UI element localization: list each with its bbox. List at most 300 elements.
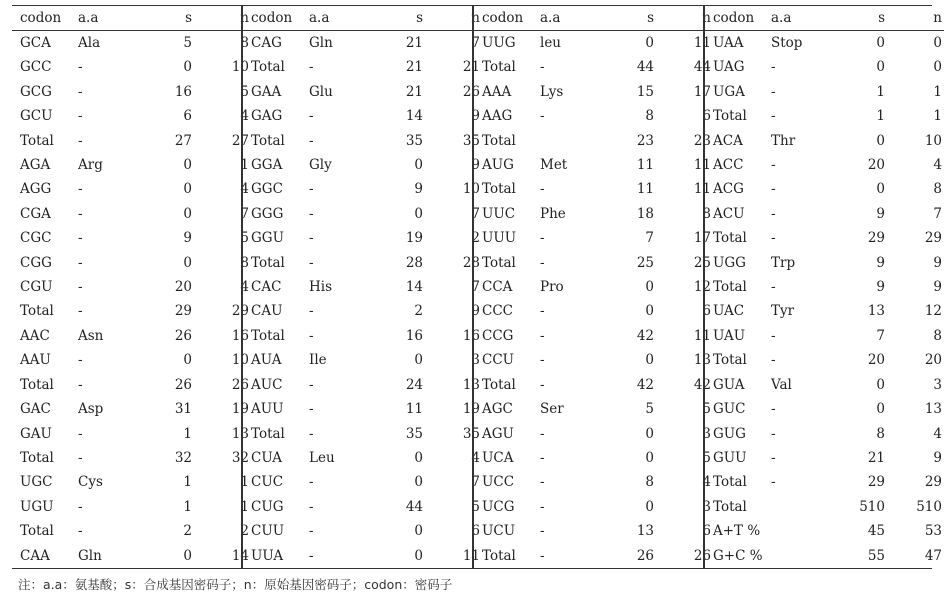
cell-aa: Cys: [78, 474, 103, 491]
cell-codon: Total: [482, 254, 516, 271]
cell-aa: Pro: [540, 279, 564, 296]
cell-s: 15: [636, 83, 654, 100]
cell-s: 6: [183, 108, 192, 125]
table-row: [12, 299, 261, 323]
cell-s: 1: [876, 108, 885, 125]
cell-aa: -: [540, 59, 545, 76]
cell-codon: UUC: [482, 205, 516, 222]
cell-codon: CCA: [482, 279, 513, 296]
cell-s: 26: [174, 327, 192, 344]
cell-codon: AUU: [251, 401, 284, 418]
table-row: [474, 495, 723, 519]
cell-s: 0: [183, 205, 192, 222]
cell-s: 14: [405, 279, 423, 296]
codon-table-frame: [12, 5, 942, 569]
cell-s: 0: [414, 523, 423, 540]
table-row: [705, 177, 944, 201]
table-row: [12, 202, 261, 226]
cell-s: 0: [414, 449, 423, 466]
cell-aa: -: [540, 181, 545, 198]
cell-aa: -: [309, 254, 314, 271]
cell-n: 3: [933, 376, 942, 393]
cell-aa: Tyr: [771, 303, 795, 320]
cell-aa: -: [309, 181, 314, 198]
cell-s: 510: [859, 498, 885, 515]
cell-aa: -: [771, 279, 776, 296]
cell-n: 8: [240, 254, 249, 271]
cell-n: 29: [924, 230, 942, 247]
cell-s: 0: [645, 498, 654, 515]
cell-codon: CAC: [251, 279, 282, 296]
cell-aa: Met: [540, 157, 568, 174]
cell-aa: -: [540, 327, 545, 344]
table-row: [243, 470, 492, 494]
cell-codon: ACU: [713, 205, 745, 222]
column-header-n: n: [885, 6, 944, 31]
cell-aa: -: [309, 327, 314, 344]
cell-n: 5: [702, 449, 711, 466]
cell-aa: -: [771, 449, 776, 466]
cell-aa: Gln: [309, 35, 333, 51]
cell-codon: GGU: [251, 230, 284, 247]
column-header-s: s: [602, 6, 654, 31]
cell-aa: Stop: [771, 35, 803, 51]
cell-aa: -: [309, 401, 314, 418]
cell-codon: AGG: [20, 181, 52, 198]
cell-aa: -: [540, 108, 545, 125]
cell-n: 4: [702, 474, 711, 491]
cell-n: 14: [231, 547, 249, 564]
table-row: [474, 519, 723, 543]
cell-codon: AGC: [482, 401, 513, 418]
table-row: [474, 299, 723, 323]
cell-n: 3: [702, 498, 711, 515]
cell-s: 0: [183, 547, 192, 564]
cell-n: 11: [693, 157, 711, 174]
column-header-codon: codon: [243, 6, 309, 31]
cell-codon: AUC: [251, 376, 283, 393]
table-row: [705, 373, 944, 397]
codon-table-4: [705, 6, 944, 568]
cell-codon: Total: [482, 59, 516, 76]
cell-aa: -: [309, 474, 314, 491]
cell-codon: CGG: [20, 254, 52, 271]
cell-s: 35: [405, 132, 423, 149]
table-row: [705, 80, 944, 104]
cell-n: 8: [933, 181, 942, 198]
cell-codon: Total: [251, 59, 285, 76]
cell-n: 10: [231, 352, 249, 369]
table-row: [474, 202, 723, 226]
cell-n: 53: [924, 523, 942, 540]
cell-s: 21: [867, 449, 885, 466]
cell-aa: -: [771, 205, 776, 222]
cell-aa: -: [309, 132, 314, 149]
cell-s: 8: [645, 108, 654, 125]
cell-aa: -: [309, 205, 314, 222]
cell-n: 1: [240, 474, 249, 491]
cell-n: 19: [231, 401, 249, 418]
cell-aa: -: [78, 303, 83, 320]
table-row: [12, 226, 261, 250]
table-row: [474, 31, 723, 56]
cell-s: 0: [876, 401, 885, 418]
cell-n: 21: [462, 59, 480, 76]
cell-s: 0: [414, 547, 423, 564]
table-row: [243, 129, 492, 153]
cell-n: 12: [693, 279, 711, 296]
cell-codon: Total: [251, 254, 285, 271]
cell-aa: -: [771, 181, 776, 198]
cell-codon: CGC: [20, 230, 52, 247]
cell-n: 1: [240, 157, 249, 174]
cell-codon: UGU: [20, 498, 54, 515]
cell-s: 18: [636, 205, 654, 222]
cell-s: 0: [876, 376, 885, 393]
table-row: [243, 275, 492, 299]
cell-aa: -: [78, 132, 83, 149]
cell-s: 1: [876, 83, 885, 100]
cell-aa: Ser: [540, 401, 564, 418]
cell-s: 20: [867, 157, 885, 174]
cell-codon: GCG: [20, 83, 52, 100]
cell-aa: [771, 544, 833, 568]
cell-codon: ACA: [713, 132, 743, 149]
table-row: [474, 422, 723, 446]
cell-codon: AGA: [20, 157, 51, 174]
cell-s: 27: [174, 132, 192, 149]
cell-aa: Asp: [78, 401, 104, 418]
table-row: [705, 470, 944, 494]
table-row: [705, 348, 944, 372]
table-row: [12, 129, 261, 153]
cell-n: 1: [240, 498, 249, 515]
cell-s: 42: [636, 376, 654, 393]
cell-n: 1: [933, 83, 942, 100]
table-row: [474, 275, 723, 299]
cell-s: 42: [636, 327, 654, 344]
cell-s: 0: [414, 352, 423, 369]
cell-codon: CUA: [251, 449, 283, 466]
cell-aa: [771, 495, 833, 519]
cell-aa: -: [540, 449, 545, 466]
cell-aa: -: [309, 108, 314, 125]
cell-s: 8: [645, 474, 654, 491]
cell-n: 23: [693, 132, 711, 149]
table-row: [705, 251, 944, 275]
cell-s: 16: [405, 327, 423, 344]
cell-codon: AUG: [482, 157, 514, 174]
cell-n: 8: [240, 35, 249, 51]
cell-s: 11: [636, 157, 654, 174]
cell-n: 13: [462, 376, 480, 393]
cell-aa: -: [540, 425, 545, 442]
cell-s: 44: [636, 59, 654, 76]
cell-s: 0: [645, 279, 654, 296]
cell-s: 1: [183, 498, 192, 515]
header-row: [474, 6, 723, 31]
cell-aa: -: [771, 425, 776, 442]
cell-codon: Total: [482, 547, 516, 564]
cell-s: 0: [414, 474, 423, 491]
cell-aa: [540, 129, 602, 153]
cell-aa: Arg: [78, 157, 103, 174]
cell-codon: AAA: [482, 83, 512, 100]
table-row: [705, 422, 944, 446]
cell-aa: -: [309, 547, 314, 564]
cell-n: 28: [462, 254, 480, 271]
table-row: [474, 470, 723, 494]
cell-s: 31: [174, 401, 192, 418]
cell-n: 35: [462, 425, 480, 442]
header-row: [243, 6, 492, 31]
cell-codon: CAA: [20, 547, 50, 564]
table-row: [474, 104, 723, 128]
cell-n: 6: [702, 108, 711, 125]
table-row: [243, 177, 492, 201]
cell-s: 5: [183, 35, 192, 51]
cell-s: 9: [876, 205, 885, 222]
column-header-codon: codon: [705, 6, 771, 31]
cell-codon: CAU: [251, 303, 283, 320]
cell-n: 9: [933, 279, 942, 296]
cell-s: 1: [183, 425, 192, 442]
cell-codon: UCC: [482, 474, 515, 491]
cell-codon: GAU: [20, 425, 52, 442]
cell-codon: CGU: [20, 279, 53, 296]
table-row: [12, 177, 261, 201]
cell-codon: Total: [482, 132, 516, 149]
cell-n: 19: [462, 401, 480, 418]
cell-aa: -: [309, 59, 314, 76]
table-row: [243, 397, 492, 421]
codon-block-2: [243, 6, 480, 568]
table-row: [474, 373, 723, 397]
cell-aa: -: [771, 230, 776, 247]
cell-aa: -: [309, 425, 314, 442]
cell-aa: [771, 519, 833, 543]
cell-n: 6: [471, 523, 480, 540]
cell-codon: UCG: [482, 498, 515, 515]
cell-s: 35: [405, 425, 423, 442]
table-row: [243, 373, 492, 397]
cell-n: 26: [693, 547, 711, 564]
cell-aa: -: [540, 498, 545, 515]
cell-n: 4: [240, 108, 249, 125]
cell-n: 0: [933, 35, 942, 51]
cell-s: 0: [645, 449, 654, 466]
table-row: [243, 202, 492, 226]
codon-block-4: [705, 6, 942, 568]
cell-codon: AGU: [482, 425, 514, 442]
cell-aa: -: [540, 352, 545, 369]
cell-n: 10: [231, 59, 249, 76]
cell-codon: CCG: [482, 327, 514, 344]
cell-codon: AAU: [20, 352, 51, 369]
cell-n: 11: [462, 547, 480, 564]
cell-s: 26: [636, 547, 654, 564]
cell-codon: ACG: [713, 181, 744, 198]
cell-n: 7: [471, 35, 480, 51]
table-row: [12, 153, 261, 177]
table-row: [705, 397, 944, 421]
cell-s: 0: [876, 59, 885, 76]
table-row: [705, 324, 944, 348]
table-row: [474, 55, 723, 79]
cell-s: 20: [174, 279, 192, 296]
cell-aa: -: [771, 157, 776, 174]
table-row: [243, 495, 492, 519]
table-row: [705, 544, 944, 568]
cell-s: 8: [876, 425, 885, 442]
cell-s: 1: [183, 474, 192, 491]
cell-n: 9: [471, 157, 480, 174]
cell-n: 29: [924, 474, 942, 491]
table-row: [243, 422, 492, 446]
cell-n: 27: [231, 132, 249, 149]
cell-s: 19: [405, 230, 423, 247]
table-row: [243, 31, 492, 56]
codon-table-3: [474, 6, 723, 568]
cell-n: 9: [471, 303, 480, 320]
cell-s: 25: [636, 254, 654, 271]
cell-aa: -: [78, 376, 83, 393]
table-row: [12, 80, 261, 104]
table-row: [12, 422, 261, 446]
cell-codon: GCC: [20, 59, 52, 76]
cell-n: 13: [693, 352, 711, 369]
table-row: [474, 153, 723, 177]
cell-n: 32: [231, 449, 249, 466]
cell-codon: Total: [713, 108, 747, 125]
table-row: [474, 446, 723, 470]
cell-aa: -: [540, 474, 545, 491]
table-row: [243, 324, 492, 348]
cell-n: 10: [462, 181, 480, 198]
column-header-n: n: [192, 6, 261, 31]
cell-codon: Total: [713, 474, 747, 491]
cell-s: 11: [636, 181, 654, 198]
cell-aa: -: [78, 230, 83, 247]
cell-codon: CCC: [482, 303, 513, 320]
cell-n: 2: [240, 523, 249, 540]
cell-n: 16: [462, 327, 480, 344]
cell-s: 55: [867, 547, 885, 564]
column-header-codon: codon: [12, 6, 78, 31]
header-row: [705, 6, 944, 31]
cell-codon: AAG: [482, 108, 513, 125]
cell-codon: UAU: [713, 327, 746, 344]
cell-codon: UAG: [713, 59, 745, 76]
cell-aa: -: [309, 498, 314, 515]
codon-table-2: [243, 6, 492, 568]
cell-s: 14: [405, 108, 423, 125]
table-row: [12, 397, 261, 421]
table-row: [12, 495, 261, 519]
cell-n: 3: [702, 425, 711, 442]
cell-n: 35: [462, 132, 480, 149]
cell-n: 26: [462, 83, 480, 100]
cell-n: 12: [924, 303, 942, 320]
cell-codon: UUG: [482, 35, 516, 51]
cell-codon: GUU: [713, 449, 747, 466]
table-row: [705, 446, 944, 470]
table-row: [243, 80, 492, 104]
cell-n: 17: [693, 230, 711, 247]
cell-n: 11: [693, 181, 711, 198]
cell-aa: -: [78, 254, 83, 271]
cell-aa: -: [78, 83, 83, 100]
table-row: [243, 519, 492, 543]
cell-n: 4: [933, 157, 942, 174]
cell-codon: GUA: [713, 376, 745, 393]
cell-n: 510: [916, 498, 942, 515]
column-header-codon: codon: [474, 6, 540, 31]
table-row: [474, 544, 723, 568]
cell-n: 6: [702, 523, 711, 540]
table-row: [243, 446, 492, 470]
cell-aa: -: [78, 181, 83, 198]
cell-aa: Phe: [540, 205, 566, 222]
cell-s: 21: [405, 59, 423, 76]
cell-n: 6: [702, 303, 711, 320]
table-row: [243, 299, 492, 323]
column-header-s: s: [371, 6, 423, 31]
cell-s: 45: [867, 523, 885, 540]
cell-n: 29: [231, 303, 249, 320]
cell-s: 0: [876, 181, 885, 198]
table-row: [12, 275, 261, 299]
cell-aa: -: [540, 523, 545, 540]
cell-n: 20: [924, 352, 942, 369]
cell-aa: -: [771, 401, 776, 418]
cell-n: 5: [240, 83, 249, 100]
cell-s: 28: [405, 254, 423, 271]
cell-codon: Total: [713, 279, 747, 296]
cell-codon: CGA: [20, 205, 51, 222]
column-header-aa: a.a: [78, 6, 140, 31]
cell-s: 16: [174, 83, 192, 100]
cell-n: 4: [471, 449, 480, 466]
cell-s: 9: [183, 230, 192, 247]
cell-n: 7: [933, 205, 942, 222]
cell-codon: UGG: [713, 254, 746, 271]
cell-codon: UUA: [251, 547, 284, 564]
table-row: [12, 544, 261, 568]
table-row: [474, 397, 723, 421]
cell-s: 21: [405, 35, 423, 51]
column-header-aa: a.a: [771, 6, 833, 31]
cell-s: 0: [876, 35, 885, 51]
cell-n: 44: [693, 59, 711, 76]
table-row: [705, 519, 944, 543]
table-row: [12, 519, 261, 543]
cell-s: 7: [645, 230, 654, 247]
table-row: [243, 104, 492, 128]
cell-codon: Total: [20, 376, 54, 393]
cell-codon: Total: [20, 449, 54, 466]
cell-codon: Total: [251, 425, 285, 442]
column-header-n: n: [423, 6, 492, 31]
cell-n: 4: [933, 425, 942, 442]
table-row: [12, 348, 261, 372]
cell-aa: -: [78, 425, 83, 442]
cell-codon: UAC: [713, 303, 745, 320]
cell-n: 5: [240, 230, 249, 247]
cell-codon: UGA: [713, 83, 745, 100]
table-row: [243, 348, 492, 372]
table-row: [705, 495, 944, 519]
